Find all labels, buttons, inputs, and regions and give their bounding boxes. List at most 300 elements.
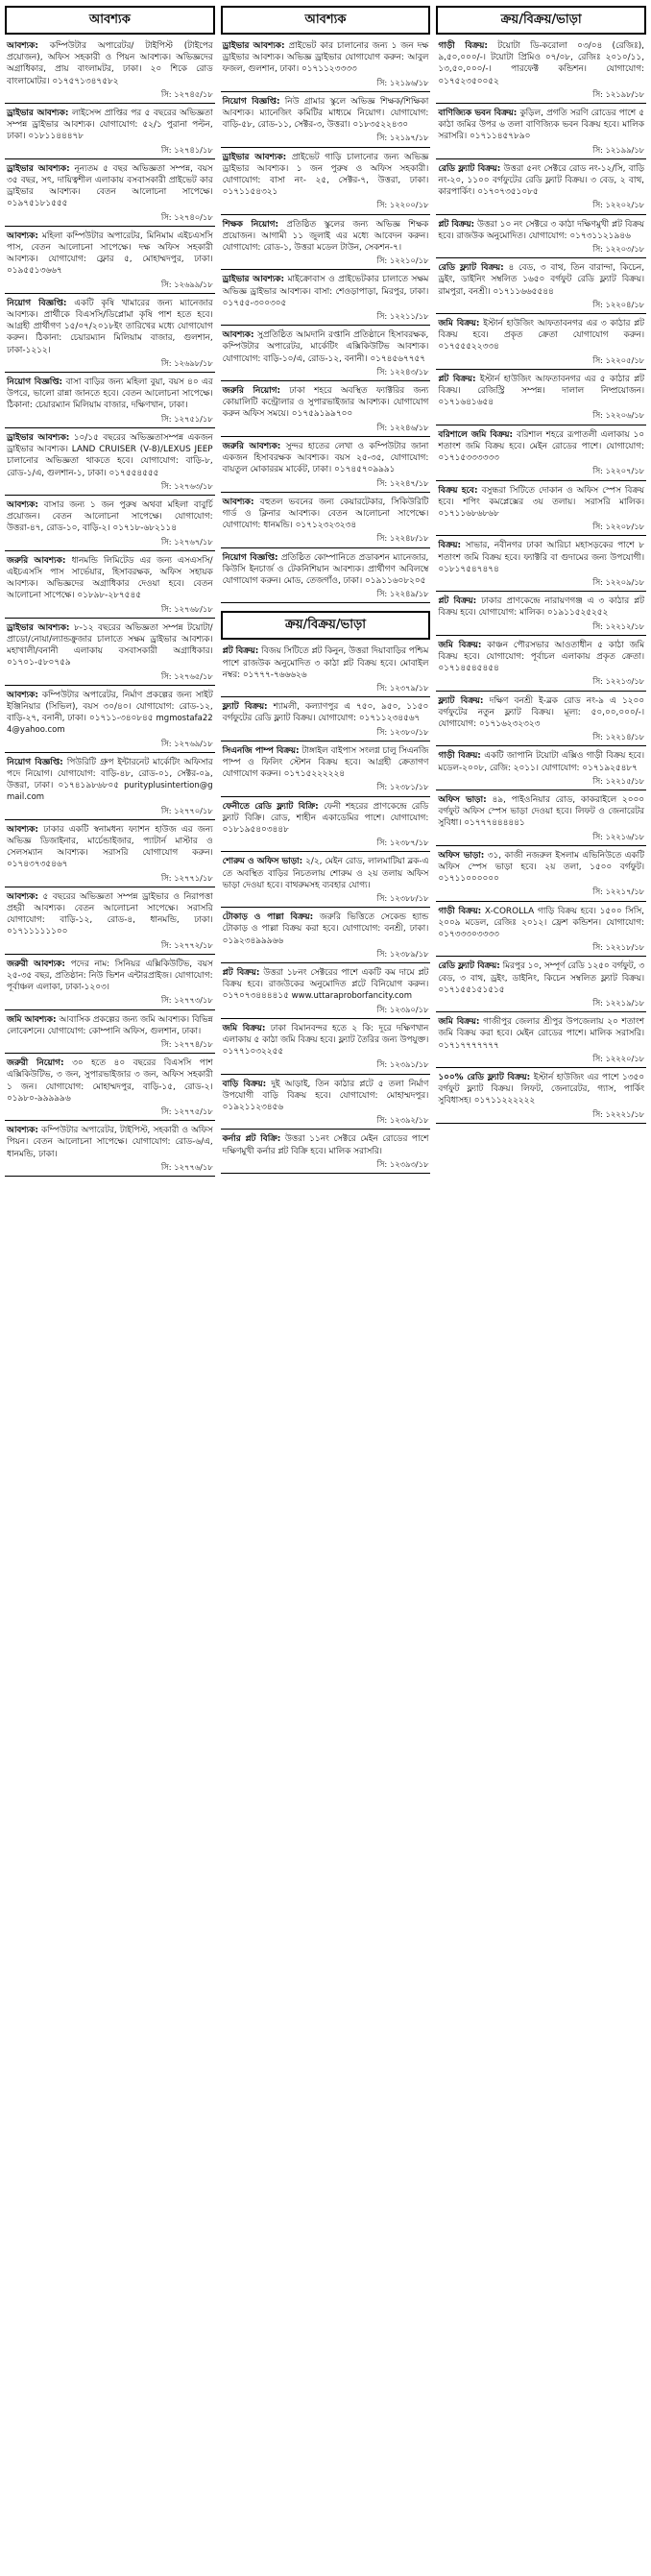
ad-phone: ০১৭৫৯১৯৯৭০০ bbox=[291, 409, 353, 420]
ad-divider bbox=[5, 427, 215, 428]
ads-list bbox=[5, 38, 215, 1179]
ad-phone: ০১৯৮০-৯৯৯৯৯৬ bbox=[7, 1093, 71, 1104]
classified-ad bbox=[5, 822, 215, 885]
ad-divider bbox=[436, 313, 646, 314]
ad-phone: ০১৭১১৬৮৬৮৬৮ bbox=[438, 508, 499, 519]
column-2 bbox=[221, 6, 431, 2570]
column-header: আবশ্যক bbox=[5, 6, 215, 35]
ad-code: সি: ১২৭৭৩/১৮ bbox=[160, 995, 213, 1006]
ad-lead: জরুরী নিয়োগ: bbox=[7, 1058, 64, 1069]
ad-phone: ০১৭৪৫৭০৯৯৯১ bbox=[334, 465, 396, 475]
classified-ad bbox=[221, 644, 431, 694]
classified-ad bbox=[221, 1077, 431, 1128]
ad-lead: শোরুম ও অফিস ভাড়া: bbox=[222, 857, 303, 867]
ad-text: ইস্টার্ন হাউজিং এর পাশে ১৩৫০ বর্গফুট ফ্ল্যাট বিক্রয়। লিফট, জেনারেটর, গ্যাস, পার্কিং সুবিধাসহ। bbox=[438, 1073, 645, 1106]
ad-divider bbox=[436, 745, 646, 746]
ad-phone: ০১৭১১২৩৪৫৬৭ bbox=[358, 714, 421, 724]
ad-divider bbox=[436, 158, 646, 159]
ad-code: সি: ১২২১৫/১৮ bbox=[592, 775, 645, 786]
ad-phone: ০১৯৭৫১৮১৫৫৫ bbox=[7, 199, 68, 209]
classified-ad bbox=[5, 430, 215, 493]
ad-code: সি: ১২২৪৬/১৮ bbox=[376, 422, 429, 432]
classified-ad bbox=[436, 538, 646, 589]
ad-code: সি: ১২২০৩/১৮ bbox=[592, 244, 645, 255]
ad-lead: আবশ্যক: bbox=[7, 690, 38, 700]
ad-code: সি: ১২৭৬৯/১৮ bbox=[160, 738, 213, 748]
ad-code: সি: ১২২১৬/১৮ bbox=[592, 831, 645, 841]
ad-divider bbox=[5, 954, 215, 955]
ad-code: সি: ১২২০৭/১৮ bbox=[592, 466, 645, 476]
ad-lead: বাণিজ্যিক ভবন বিক্রয়: bbox=[438, 109, 518, 119]
classified-ad bbox=[436, 483, 646, 534]
ad-text: কম্পিউটার অপারেটর/ টাইপিস্ট (টাইপের প্রয়োজন), অফিস সহকারী ও পিয়ন আবশ্যক। অভিজ্ঞদের অগ্রাধিকার, প্রায় বাংলামটর, ঢাকা। ২০ শিকে রোড বাংলামোটর। bbox=[7, 41, 213, 86]
classified-ad bbox=[221, 699, 431, 739]
ad-phone: ০১৭৩১১২১৯৪৬ bbox=[569, 231, 631, 241]
ad-code: সি: ১২২৪৩/১৮ bbox=[376, 366, 429, 377]
ad-code: সি: ১২২০৪/১৮ bbox=[592, 299, 645, 309]
ad-text: প্রাইভেট কার চালানোর জন্য ১ জন দক্ষ ড্রাইভার আবশ্যক। অভিজ্ঞ ড্রাইভার যোগাযোগ করুন: আবুল ফজল, গুলশান, ঢাকা। bbox=[222, 41, 429, 75]
ad-text: উত্তরা ১০ নং সেক্টরে ৩ কাঠা দক্ষিণমুখী প্লট বিক্রয় হবে। রাজউক অনুমোদিত। যোগাযোগ: bbox=[438, 219, 645, 241]
classified-ad bbox=[5, 38, 215, 101]
classified-ad bbox=[436, 594, 646, 633]
ad-text: একটি কৃষি খামারের জন্য ম্যানেজার আবশ্যক। প্রার্থীকে বিএসসি/ডিপ্লোমা কৃষি পাশ হতে হবে। আগ্রহী প্রার্থীগণ ১৫/০৭/২০১৮ইং তারিখের মধ্যে যোগাযোগ করুন। ঠিকানা: চেয়ারম্যান মিলিয়াম বাজার, গুলশান, ঢাকা-১২১২। bbox=[7, 298, 213, 355]
ad-text: বরিশাল শহরে রূপাতলী এলাকায় ১০ শতাংশ জমি বিক্রয় হবে। মেইন রোডের পাশে। যোগাযোগ: bbox=[438, 429, 645, 451]
ad-lead: গাড়ী বিক্রয়: bbox=[438, 751, 481, 762]
ad-divider bbox=[436, 369, 646, 370]
classified-ad bbox=[221, 550, 431, 601]
ad-lead: অফিস ভাড়া: bbox=[438, 850, 485, 861]
classified-ad bbox=[221, 328, 431, 378]
ad-code: সি: ১২২১৭/১৮ bbox=[592, 887, 645, 897]
ad-code: সি: ১২৩৮০/১৮ bbox=[376, 726, 429, 737]
ad-code: সি: ১২৭৭২/১৮ bbox=[160, 939, 213, 950]
column-subheader: ক্রয়/বিক্রয়/ভাড়া bbox=[221, 611, 431, 640]
classified-ad bbox=[436, 427, 646, 478]
classified-ad bbox=[221, 743, 431, 794]
ad-text: শ্যামলী, কল্যাণপুর এ ৭৫০, ৯৫০, ১১৫০ বর্গফুটের রেডি ফ্ল্যাট বিক্রয়। যোগাযোগ: bbox=[222, 702, 429, 724]
classified-ad bbox=[436, 316, 646, 367]
ad-lead: প্লট বিক্রয়: bbox=[438, 374, 476, 384]
ad-phone: ০১৭৫২৩৫০০৫২ bbox=[438, 76, 499, 86]
ad-phone: ০১৭০১-৫৮০৭৫৯ bbox=[7, 658, 71, 668]
ad-divider bbox=[436, 691, 646, 692]
classified-ad bbox=[436, 792, 646, 843]
ad-lead: বিক্রয় হবে: bbox=[438, 485, 478, 496]
ad-divider bbox=[5, 1009, 215, 1010]
ad-code: সি: ১২৭৫১/১৮ bbox=[160, 413, 213, 424]
ad-code: সি: ১২৭৬৫/১৮ bbox=[160, 670, 213, 681]
ad-phone: ০১৭১১১১১১০০ bbox=[7, 927, 68, 937]
ad-code: সি: ১২২৪৮/১৮ bbox=[376, 533, 429, 544]
ad-lead: জরুরি নিয়োগ: bbox=[222, 386, 281, 397]
ad-divider bbox=[436, 1123, 646, 1124]
ad-lead: প্লট বিক্রয়: bbox=[438, 596, 477, 607]
ad-phone: ০১৭১১২২২২২২ bbox=[473, 1096, 536, 1106]
classified-ad bbox=[5, 1056, 215, 1118]
classified-ad bbox=[436, 161, 646, 212]
classified-ad bbox=[221, 383, 431, 434]
classified-ad bbox=[221, 217, 431, 268]
ad-lead: নিয়োগ বিজ্ঞপ্তি: bbox=[7, 757, 63, 767]
ad-code: সি: ১২২১৪/১৮ bbox=[592, 732, 645, 742]
column-1 bbox=[5, 6, 215, 2570]
ad-lead: নিয়োগ বিজ্ঞপ্তি: bbox=[7, 377, 63, 388]
ad-text: ঢাকার প্রাণকেন্দ্রে নারায়ণগঞ্জ এ ৩ কাঠার প্লট বিক্রয় হবে। যোগাযোগ: মালিক। bbox=[438, 596, 644, 619]
column-3 bbox=[436, 6, 646, 2570]
ad-divider bbox=[5, 752, 215, 753]
ad-divider bbox=[221, 1018, 431, 1019]
ad-phone: ০১৭১৬৪১৬৫৪ bbox=[438, 398, 494, 408]
ad-code: সি: ১২২১৩/১৮ bbox=[592, 676, 645, 687]
ad-code: সি: ১২৭৬৮/১৮ bbox=[160, 603, 213, 614]
ad-code: সি: ১২৩৮৭/১৮ bbox=[376, 838, 429, 848]
ad-divider bbox=[221, 851, 431, 852]
ad-lead: নিয়োগ বিজ্ঞপ্তি: bbox=[222, 96, 280, 107]
classified-ad bbox=[436, 748, 646, 788]
ad-lead: রেডি ফ্ল্যাট বিক্রয়: bbox=[438, 263, 504, 274]
classified-ad bbox=[5, 1123, 215, 1174]
ad-lead: জমি বিক্রয়: bbox=[438, 640, 482, 650]
ad-lead: গাড়ী বিক্রয়: bbox=[438, 41, 488, 51]
ad-divider bbox=[436, 1011, 646, 1012]
ad-text: নিউ গ্রামার স্কুলে অভিজ্ঞ শিক্ষক/শিক্ষিকা আবশ্যক। ম্যানেজিং কমিটির মাধ্যমে নিয়োগ। যোগাযোগ: বাড়ি-৫৮, রোড-১১, সেক্টর-৩, উত্তরা। bbox=[222, 96, 429, 131]
ad-phone: ০১৮১৭৫৪৭৪৭৪ bbox=[438, 564, 499, 574]
ad-lead: রেডি ফ্ল্যাট বিক্রয়: bbox=[438, 163, 501, 174]
classified-ad bbox=[221, 1021, 431, 1072]
ad-text: প্রতিষ্ঠিত স্কুলের জন্য অভিজ্ঞ শিক্ষক প্রয়োজন। আগামী ১১ জুলাই এর মধ্যে আবেদন করুন। যোগাযোগ: রোড-১, উত্তরা মডেল টাউন, সেকশন-৭। bbox=[222, 219, 429, 254]
ad-text: বাসার জন্য ১ জন পুরুষ অথবা মহিলা বাবুর্চি প্রয়োজন। বেতন আলোচনা সাপেক্ষে। যোগাযোগ: উত্তরা-৪৭, রোড-১০, বাড়ি-২। bbox=[7, 499, 213, 534]
classified-ad bbox=[5, 957, 215, 1008]
ad-text: আবাসিক প্রকল্পের জন্য জমি আবশ্যক। বিভিন্ন লোকেশনে। যোগাযোগ: কোম্পানি অফিস, গুলশান, ঢাকা। bbox=[7, 1014, 213, 1036]
ad-text: মিরপুর ১০, সম্পূর্ণ রেডি ১২৫০ বর্গফুট, ৩ বেড, ৩ বাথ, ড্রইং, ডাইনিং, কিচেন সম্বলিত ফ্ল্যাট বিক্রয়। bbox=[438, 961, 645, 984]
classified-ad bbox=[221, 38, 431, 89]
ad-divider bbox=[436, 901, 646, 902]
ad-code: সি: ১২৩৯৩/১৮ bbox=[376, 1158, 429, 1169]
ad-lead: জরুরি আবশ্যক: bbox=[7, 555, 66, 566]
ad-phone: ০১৭৫৫-৩০০৩০৫ bbox=[222, 298, 287, 308]
ad-lead: রেডি ফ্ল্যাট বিক্রয়: bbox=[438, 961, 500, 972]
ad-text: ৫ বছরের অভিজ্ঞতা সম্পন্ন ড্রাইভার ও নিরাপত্তা প্রহরী আবশ্যক। বেতন আলোচনা সাপেক্ষে। সরাসরি যোগাযোগ: বাড়ি-১২, রোড-৪, ধানমন্ডি, ঢাকা। bbox=[7, 891, 213, 926]
ad-lead: ১০০% রেডি ফ্ল্যাট বিক্রয়: bbox=[438, 1073, 531, 1083]
ad-code: সি: ১২২২১/১৮ bbox=[592, 1108, 645, 1119]
ad-divider bbox=[221, 696, 431, 697]
ad-lead: ফ্ল্যাট বিক্রয়: bbox=[222, 702, 268, 713]
ad-code: সি: ১২৩৮৯/১৮ bbox=[376, 948, 429, 959]
ad-code: সি: ১২৭৬৩/১৮ bbox=[160, 480, 213, 491]
ad-phone: ০১৭১৮-৬৮২১১৪ bbox=[112, 523, 178, 534]
ad-text: সুপ্রতিষ্ঠিত আমদানি রপ্তানি প্রতিষ্ঠানে হিসাবরক্ষক, কম্পিউটার অপারেটর, মার্কেটিং এক্সিকিউটিভ আবশ্যক। যোগাযোগ: বাড়ি-১০/এ, রোড-১২, বনানী। bbox=[222, 330, 429, 364]
ad-lead: নিয়োগ বিজ্ঞপ্তি: bbox=[7, 298, 67, 308]
classified-ad bbox=[436, 38, 646, 101]
ad-text: দক্ষিণ বনশ্রী ই-ব্লক রোড নং-৯ এ ১২০০ বর্গফুটের নতুন ফ্ল্যাট বিক্রয়। মূল্য: ৫০,০০,০০০/-। যোগাযোগ: bbox=[438, 695, 645, 729]
ad-text: বাসা বাড়ির জন্য মহিলা বুয়া, বয়স ৪০ এর উপরে, ভালো রান্না জানতে হবে। বেতন আলোচনা সাপেক্ষে। ঠিকানা: চেয়ারম্যান মিলিয়াম বাজার, দক্ষিণখান, ঢাকা। bbox=[7, 377, 213, 411]
ad-divider bbox=[221, 214, 431, 215]
ad-text: জরুরি ভিত্তিতে সেকেন্ড হ্যান্ড টোকাড় ও পাল্লা বিক্রয় করা হবে। যোগাযোগ: বনশ্রী, ঢাকা। bbox=[222, 912, 429, 935]
ad-lead: প্লট বিক্রয়: bbox=[222, 646, 259, 657]
ad-divider bbox=[221, 91, 431, 92]
ad-text: ঢাকা বিমানবন্দর হতে ২ কি: দূরে দক্ষিণখান এলাকায় ৫ কাঠা জমি বিক্রয় হবে। ফ্ল্যাট তৈরির জন্য উপযুক্ত। bbox=[222, 1023, 429, 1046]
ad-text: X-COROLLA গাড়ি বিক্রয় হবে। ১৫০০ সিসি, ২০০৯ মডেল, রেজিঃ ২০১২। ফ্রেশ কন্ডিশন। যোগাযোগ: bbox=[438, 906, 645, 928]
ad-text: কম্পিউটার অপারেটর, টাইপিস্ট, সহকারী ও অফিস পিয়ন। বেতন আলোচনা সাপেক্ষে। যোগাযোগ: রোড-৬/এ, ধানমন্ডি, ঢাকা। bbox=[7, 1126, 213, 1159]
ad-text: ঢাকার একটি স্বনামধন্য ফ্যাশন হাউজ এর জন্য অভিজ্ঞ ডিজাইনার, মার্চেন্ডাইজার, প্যাটার্ন মাস্টার ও সেলসম্যান আবশ্যক। সরাসরি যোগাযোগ করুন। bbox=[7, 824, 213, 859]
ad-divider bbox=[436, 103, 646, 104]
sub-ads-list bbox=[221, 644, 431, 1176]
classified-ad bbox=[5, 1012, 215, 1052]
ad-email[interactable]: purityplusintertion@gmail.com bbox=[7, 781, 213, 803]
ad-lead: ড্রাইভার আবশ্যক: bbox=[222, 275, 285, 285]
classified-ad bbox=[5, 229, 215, 291]
ad-text: প্রাইভেট গাড়ি চালানোর জন্য অভিজ্ঞ ড্রাইভার আবশ্যক। ১ জন পুরুষ ও অফিস সহকারী। যোগাযোগ: বাসা নং- ২৫, সেক্টর-৭, উত্তরা, ঢাকা। bbox=[222, 152, 429, 186]
ad-code: সি: ১২১৯৬/১৮ bbox=[376, 77, 429, 87]
ad-phone: ০১৭৭৭৪৪৪৪৪১ bbox=[464, 818, 525, 829]
ad-text: দুই আড়াই, তিন কাঠার প্লটে ৫ তলা নির্মাণ উপযোগী বাড়ি বিক্রয় হবে। যোগাযোগ: মোহাম্মদপুর। bbox=[222, 1079, 429, 1101]
ad-lead: ড্রাইভার আবশ্যক: bbox=[7, 432, 70, 443]
ad-text: উত্তরা ১১নং সেক্টরে মেইন রোডের পাশে দক্ষিণমুখী কর্নার প্লট বিক্রি হবে। মালিক সরাসরি। bbox=[222, 1134, 429, 1156]
ad-divider bbox=[221, 907, 431, 908]
classified-ad bbox=[221, 965, 431, 1016]
ad-divider bbox=[436, 845, 646, 846]
ad-text: ঢাকা শহরে অবস্থিত ফ্যাক্টরির জন্য কোয়ালিটি কন্ট্রোলার ও সুপারভাইজার আবশ্যক। যোগাযোগ করুন অফিস সময়ে। bbox=[222, 386, 429, 420]
ad-text: উত্তরা ১৮নং সেক্টরের পাশে একটি কম দামে প্লট বিক্রয় হবে। রাজউকের অনুমোদিত প্লটে বিনিয়োগ করুন। bbox=[222, 968, 429, 990]
ad-phone: ০১৮১১৪৪৪৭৮ bbox=[28, 132, 84, 142]
classified-ad bbox=[5, 553, 215, 616]
ad-divider bbox=[221, 602, 431, 603]
ad-phone: ০১৭৪৩৭৩৫৪৬৭ bbox=[7, 860, 68, 870]
ad-code: সি: ১২১৯৭/১৮ bbox=[376, 133, 429, 143]
ad-lead: সিএনজি পাম্প বিক্রয়: bbox=[222, 745, 300, 756]
classified-ad bbox=[5, 375, 215, 425]
ad-lead: শিক্ষক নিয়োগ: bbox=[222, 219, 279, 230]
ad-lead: জরুরি আবশ্যক: bbox=[222, 441, 281, 451]
ad-phone: ০১৭৭১০৩২২৫৫ bbox=[222, 1047, 284, 1057]
ad-divider bbox=[436, 214, 646, 215]
ad-code: সি: ১২২১০/১৮ bbox=[376, 255, 429, 266]
ad-phone: ০১৭১৫৫১৫১৫১৫ bbox=[438, 984, 505, 995]
ad-text: টাঙ্গাইল বাইপাস সংলগ্ন চালু সিএনজি পাম্প ও ফিলিং স্টেশন বিক্রয় হবে। আগ্রহী ক্রেতাগণ যোগাযোগ করুন। bbox=[222, 745, 429, 780]
ad-code: সি: ১২২০৬/১৮ bbox=[592, 410, 645, 421]
ad-lead: আবশ্যক: bbox=[7, 824, 38, 835]
ad-phone: ০১৭১৫৩৩৩৩৩৩ bbox=[438, 453, 499, 464]
ad-url[interactable]: www.uttaraproborfancity.com bbox=[291, 991, 413, 1002]
ad-text: মহিলা কম্পিউটার অপারেটর, মিনিমাম এইচএসসি পাস, বেতন আলোচনা সাপেক্ষে। দক্ষ অফিস সহকারী আবশ্যক। যোগাযোগ: ফ্লোর ৫, মোহাম্মদপুর, ঢাকা। bbox=[7, 231, 213, 265]
ad-divider bbox=[221, 269, 431, 270]
ad-lead: বিক্রয়: bbox=[438, 541, 462, 551]
classified-ad bbox=[436, 904, 646, 955]
ad-lead: আবশ্যক: bbox=[7, 231, 38, 241]
ad-code: সি: ১২২২০/১৮ bbox=[592, 1053, 645, 1063]
ad-text: পিউরিটি গ্রুপ ইন্টারনেট মার্কেটিং অফিসার পদে নিয়োগ। যোগাযোগ: বাড়ি-৪৮, রোড-০১, সেক্টর-০৯, উত্তরা, ঢাকা। bbox=[7, 757, 213, 791]
ad-lead: ড্রাইভার আবশ্যক: bbox=[7, 109, 69, 119]
ads-list bbox=[436, 38, 646, 1126]
ad-lead: প্লট বিক্রয়: bbox=[222, 968, 260, 978]
ad-code: সি: ১২২০৮/১৮ bbox=[592, 522, 645, 532]
classified-ad bbox=[221, 799, 431, 850]
ad-divider bbox=[5, 550, 215, 551]
ad-phone: ০১৯৫৫১৩৬৬৭ bbox=[7, 266, 62, 277]
ad-lead: নিয়োগ বিজ্ঞপ্তি: bbox=[222, 552, 278, 563]
ad-phone: ০১৭৫৫৪৫৫৫ bbox=[108, 468, 159, 478]
ad-divider bbox=[221, 1173, 431, 1174]
classified-ad bbox=[436, 693, 646, 744]
ad-phone: ০১৭১১৫৪৩২১ bbox=[222, 187, 278, 198]
ad-divider bbox=[221, 796, 431, 797]
ad-text: টয়োটা ডি-করোলা ০৩/০৪ (রেজিঃ), ৯,৫০,০০০/-। টয়োটা প্রিমিও ০৭/০৮, রেজিঃ ২০১০/১১, ১৩,৫০,০০০/-। পারফেক্ট কন্ডিশন। যোগাযোগ: bbox=[438, 41, 645, 75]
ad-phone: ০১৭১১২৩৩৩৩ bbox=[301, 64, 357, 75]
ad-email[interactable]: mgmostafa224@yahoo.com bbox=[7, 714, 213, 736]
classified-ad bbox=[221, 439, 431, 490]
ad-code: সি: ১২৭৪১/১৮ bbox=[160, 144, 213, 155]
ad-phone: ০১৭৪১৯৮৬৮০৫ bbox=[58, 781, 119, 791]
ad-divider bbox=[436, 956, 646, 957]
ad-divider bbox=[5, 1053, 215, 1054]
ad-divider bbox=[221, 380, 431, 381]
classified-ad bbox=[221, 1131, 431, 1171]
ad-code: সি: ১২৩৯২/১৮ bbox=[376, 1115, 429, 1126]
ad-text: কাঞ্চন পৌরসভার আওতাধীন ৫ কাঠা জমি বিক্রয় হবে। যোগাযোগ: পূর্বাচল এলাকায় প্রকৃত ক্রেতা। bbox=[438, 640, 645, 662]
ad-text: প্রতিষ্ঠিত কোম্পানিতে প্রডাকশন ম্যানেজার, কিউসি ইনচার্জ ও টেকনিশিয়ান আবশ্যক। প্রার্থীগণ অবিলম্বে যোগাযোগ করুন। মোড, তেজগাঁও, ঢাকা। bbox=[222, 552, 429, 586]
ad-phone: ০১৭৩৩৩০৩৩৩৩ bbox=[438, 930, 499, 939]
ad-text: নূন্যতম ৫ বছর অভিজ্ঞতা সম্পন্ন, বয়স ৩৫ বছর, সৎ, দায়িত্বশীল এলাকায় বসবাসকারী প্রাইভেট কার ড্রাইভার আবশ্যক। বেতন আলোচনা সাপেক্ষে। bbox=[7, 163, 213, 198]
ad-lead: আবশ্যক: bbox=[7, 1126, 38, 1136]
ad-divider bbox=[5, 1120, 215, 1121]
ad-phone: ০১৮৯৮-২৮৭৫৪৫ bbox=[77, 591, 141, 601]
ad-code: সি: ১২৭৪৫/১৮ bbox=[160, 88, 213, 99]
ad-phone: ০১৭০৭৩৫১০৮৫ bbox=[477, 187, 539, 198]
ad-phone: ০১৯১১৬০৮২০৫ bbox=[364, 575, 426, 586]
ad-text: ইস্টার্ন হাউজিং আফতাবনগর এর ৫ কাঠার প্লট বিক্রয়। রেজিস্ট্রি সম্পন্ন। দালাল নিষ্প্রয়োজন। bbox=[438, 374, 645, 397]
ad-phone: ০১৭১১-৩৪০৮৪৫ bbox=[88, 714, 154, 724]
ad-text: কম্পিউটার অপারেটর, নির্মাণ প্রকল্পের জন্য সাইট ইঞ্জিনিয়ার (সিভিল), বয়স ৩০/৪০। যোগাযোগ: রোড-১২, বাড়ি-২৭, বনানী, ঢাকা। bbox=[7, 690, 213, 724]
ad-text: গাজীপুর জেলার শ্রীপুর উপজেলায় ২০ শতাংশ জমি বিক্রয় করা হবে। মেইন রোডের পাশে। মালিক সরাসরি। bbox=[438, 1017, 645, 1039]
ad-lead: ড্রাইভার আবশ্যক: bbox=[222, 41, 285, 51]
classified-ad bbox=[436, 260, 646, 311]
ad-divider bbox=[221, 436, 431, 437]
classified-ad bbox=[5, 106, 215, 157]
ad-code: সি: ১২৬৯৮/১৮ bbox=[160, 357, 213, 368]
ad-divider bbox=[5, 685, 215, 686]
ad-phone: ০১৭৫৭১৩৪৭৫৮২ bbox=[52, 76, 119, 86]
ad-code: সি: ১২৩৮৮/১৮ bbox=[376, 892, 429, 903]
classified-ad bbox=[436, 1014, 646, 1065]
ad-lead: জমি বিক্রয়: bbox=[222, 1023, 266, 1033]
ad-text: ৩০ হতে ৪০ বছরের বিএসসি পাশ এক্সিকিউটিভ, ৩ জন, সুপারভাইজার ৩ জন, অফিস সহকারী ১ জন। যোগাযোগ: মোহাম্মদপুর, বাড়ি-১৫, রোড-২। bbox=[7, 1058, 213, 1092]
column-header: ক্রয়/বিক্রয়/ভাড়া bbox=[436, 6, 646, 35]
ad-code: সি: ১২৭৭৬/১৮ bbox=[160, 1161, 213, 1172]
ad-lead: গাড়ী বিক্রয়: bbox=[438, 906, 482, 916]
ad-text: ২/২, মেইন রোড, লালমাটিয়া ব্লক-এ তে অবস্থিত বাড়ির নিচতলায় শোরুম ও ২য় তলায় অফিস ভাড়া দেওয়া হবে। বাথরুমসহ ব্যবহার যোগ্য। bbox=[222, 857, 429, 890]
column-header: আবশ্যক bbox=[221, 6, 431, 35]
ad-code: সি: ১২৭৭১/১৮ bbox=[160, 872, 213, 883]
ad-text: ফেনী শহরের প্রাণকেন্দ্রে রেডি ফ্ল্যাট বিক্রি। রোড, শাহীন একাডেমির পাশে। যোগাযোগ: bbox=[222, 801, 429, 823]
ad-text: ধানমন্ডি লিমিটেড এর জন্য এসএসসি/এইচএসসি পাস সার্ভেয়ার, হিসাবরক্ষক, অফিস সহায়ক আবশ্যক। অভিজ্ঞদের অগ্রাধিকার দেওয়া হবে। বেতন আলোচনা সাপেক্ষে। bbox=[7, 555, 213, 601]
ad-lead: বরিশালে জমি বিক্রয়: bbox=[438, 429, 514, 440]
ad-text: লাইসেন্স প্রাপ্তির পর ৫ বছরের অভিজ্ঞতা সম্পন্ন ড্রাইভার আবশ্যক। যোগাযোগ: ৫২/১ পুরানা পল্টন, ঢাকা। bbox=[7, 109, 213, 142]
ad-code: সি: ১২২০০/১৮ bbox=[376, 200, 429, 210]
ad-text: সাভার, নবীনগর ঢাকা আরিচা মহাসড়কের পাশে ৮ শতাংশ জমি বিক্রয় হবে। ফ্যাক্টরি বা গুদামের জন্য উপযোগী। bbox=[438, 541, 645, 563]
classified-ad bbox=[5, 889, 215, 952]
ad-divider bbox=[5, 495, 215, 496]
ad-divider bbox=[221, 1074, 431, 1075]
classified-ad bbox=[5, 620, 215, 683]
classified-ad bbox=[221, 854, 431, 905]
ad-phone: ০১৯২১১২৩৪৫৬ bbox=[222, 1103, 284, 1113]
ad-phone: ০১৭৭৭-৭৬৬৬২৬ bbox=[242, 669, 307, 680]
classified-ad bbox=[436, 1070, 646, 1121]
ad-divider bbox=[436, 257, 646, 258]
ad-divider bbox=[5, 819, 215, 820]
ad-divider bbox=[5, 1176, 215, 1177]
ad-lead: জমি আবশ্যক: bbox=[7, 1014, 57, 1025]
classified-ad bbox=[221, 150, 431, 212]
ad-code: সি: ১২২০৯/১৮ bbox=[592, 576, 645, 587]
ad-divider bbox=[436, 635, 646, 636]
ad-lead: অফিস ভাড়া: bbox=[438, 794, 487, 805]
ad-text: ৩১, কাজী নজরুল ইসলাম এভিনিউতে একটি অফিস স্পেস ভাড়া হবে। ২য় তলা, ১৫০০ বর্গফুট। bbox=[438, 850, 645, 872]
ad-text: ইস্টার্ন হাউজিং আফতাবনগর এর ৩ কাঠার প্লট বিক্রয় হবে। প্রকৃত ক্রেতা যোগাযোগ করুন। bbox=[438, 319, 645, 341]
ad-lead: ফ্ল্যাট বিক্রয়: bbox=[438, 695, 484, 706]
ad-phone: ০১৭১৭৭৭৭৭৭৭ bbox=[438, 1040, 499, 1051]
ad-phone: ০১৭১৪৫৪৫৪৫৪ bbox=[438, 664, 499, 674]
ad-phone: ০১৭১৯২৫৪৮৭ bbox=[582, 763, 638, 773]
ad-code: সি: ১২৩৭৯/১৮ bbox=[376, 682, 429, 693]
ad-code: সি: ১২৭৭৪/১৮ bbox=[160, 1039, 213, 1050]
ad-phone: ০১৭১২৩২৩২৩৪ bbox=[295, 521, 357, 531]
ads-list bbox=[221, 38, 431, 605]
ad-lead: জরুরী আবশ্যক: bbox=[7, 959, 65, 969]
ad-lead: আবশ্যক: bbox=[222, 497, 254, 507]
classified-ad bbox=[5, 498, 215, 548]
ad-code: সি: ১২২১৯/১৮ bbox=[592, 998, 645, 1009]
ad-lead: বাড়ি বিক্রয়: bbox=[222, 1079, 267, 1089]
ad-phone: ০১৯২৩৪৯৯৯৬৬ bbox=[222, 936, 284, 946]
ad-code: সি: ১২৭৭০/১৮ bbox=[160, 805, 213, 815]
ad-divider bbox=[5, 372, 215, 373]
ad-lead: আবশ্যক: bbox=[7, 891, 38, 902]
ad-code: সি: ১২৩৯১/১৮ bbox=[376, 1059, 429, 1070]
classified-ad bbox=[436, 959, 646, 1009]
ad-phone: ০১৮৩৫২২৪৩০ bbox=[352, 120, 409, 131]
ad-divider bbox=[221, 547, 431, 548]
ad-phone: ০১৭১১৪৫৭৮৯০ bbox=[469, 132, 531, 142]
ad-phone: ০১৭৫৫৫২২৩৩৪ bbox=[438, 342, 499, 352]
ad-divider bbox=[436, 535, 646, 536]
ad-lead: ফেনীতে রেডি ফ্ল্যাট বিক্রি: bbox=[222, 801, 319, 812]
ad-phone: ০১৭০৭৩৪৪৪৪১৫ bbox=[222, 991, 289, 1002]
classified-ad bbox=[221, 272, 431, 323]
ad-lead: প্লট বিক্রয়: bbox=[438, 219, 475, 230]
ad-text: একটি জাপানি টয়োটা এক্সিও গাড়ী বিক্রয় হবে। মডেল-২০০৮, রেজি: ২০১১। যোগাযোগ: bbox=[438, 751, 645, 773]
ad-lead: ড্রাইভার আবশ্যক: bbox=[222, 152, 287, 162]
classified-ad bbox=[5, 296, 215, 370]
ad-lead: টোকাড় ও পাল্লা বিক্রয়: bbox=[222, 912, 314, 923]
ad-lead: ড্রাইভার আবশ্যক: bbox=[7, 163, 70, 174]
ad-divider bbox=[221, 1129, 431, 1130]
ad-phone: ০১৭১৫২২২২২৪ bbox=[283, 769, 345, 780]
classified-ad bbox=[436, 638, 646, 689]
classified-ad bbox=[436, 217, 646, 256]
ad-text: বসুন্ধরা সিটিতে দোকান ও অফিস স্পেস বিক্রয় হবে। শপিং কমপ্লেক্সের ৩য় তলায়। সরাসরি মালিক। bbox=[438, 485, 645, 507]
ad-text: ৪৯, পাইওনিয়ার রোড, কাকরাইলে ২০০০ বর্গফুট অফিস স্পেস ভাড়া দেওয়া হবে। লিফট ও জেনারেটর সুবিধা। bbox=[438, 794, 645, 829]
classified-ad bbox=[436, 372, 646, 423]
ad-divider bbox=[221, 147, 431, 148]
ad-divider bbox=[5, 103, 215, 104]
ad-code: সি: ১২১৯৮/১৮ bbox=[592, 88, 645, 99]
classified-ad bbox=[436, 106, 646, 157]
ad-text: বিজয় সিটিতে প্লট কিনুন, উত্তরা দিয়াবাড়ির পশ্চিম পাশে রাজউক অনুমোদিত ৩ কাঠা প্লট বিক্রয় হবে। মোবাইল নম্বর: bbox=[222, 646, 429, 680]
ad-code: সি: ১২২১২/১৮ bbox=[592, 620, 645, 631]
classified-ad bbox=[5, 161, 215, 224]
classified-ad bbox=[221, 94, 431, 145]
